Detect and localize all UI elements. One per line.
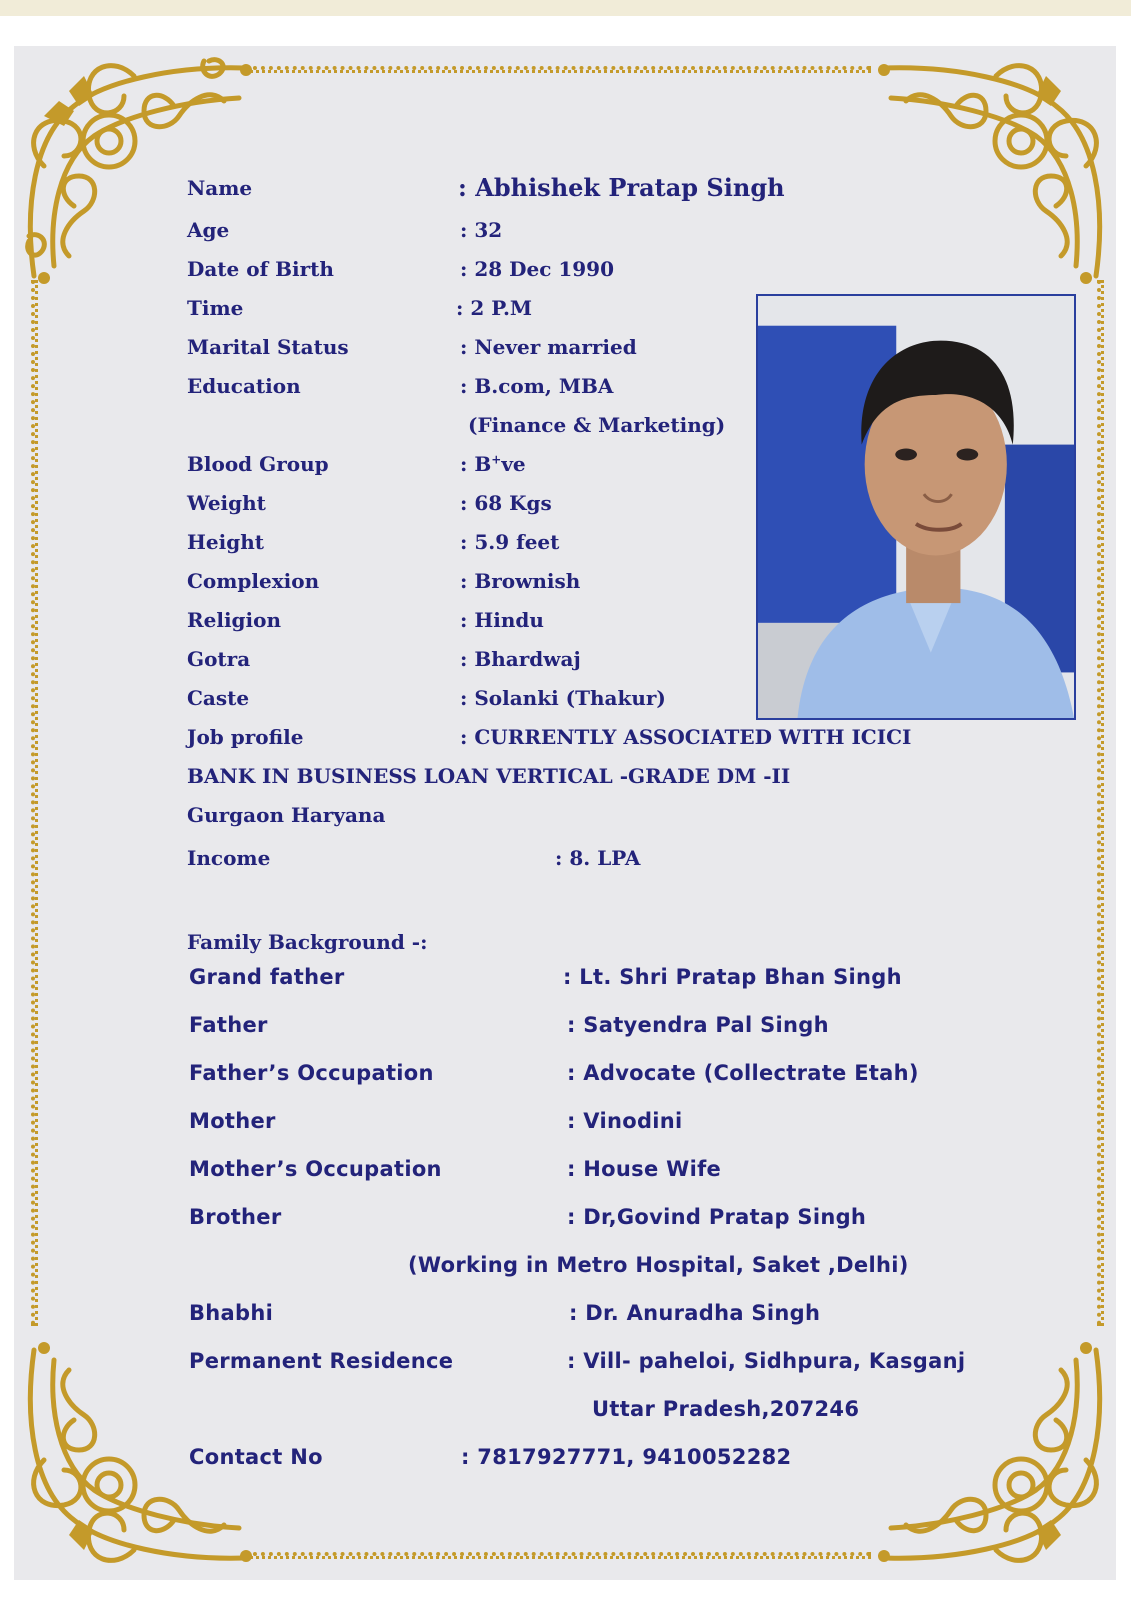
- fathers-occupation-value: : Advocate (Collectrate Etah): [567, 1061, 919, 1085]
- job-profile-label: Job profile: [187, 725, 304, 749]
- complexion-label: Complexion: [187, 569, 320, 593]
- height-label: Height: [187, 530, 264, 554]
- frame-bottom-border: [245, 1552, 871, 1559]
- brother-label: Brother: [189, 1205, 282, 1229]
- job-profile-line-3: Gurgaon Haryana: [187, 803, 386, 827]
- permanent-residence-value: : Vill- paheloi, Sidhpura, Kasganj: [567, 1349, 966, 1373]
- profile-photo: [756, 294, 1076, 720]
- age-value: : 32: [460, 218, 503, 242]
- height-value: : 5.9 feet: [460, 530, 560, 554]
- contact-value: : 7817927771, 9410052282: [461, 1445, 792, 1469]
- ornament-corner-icon: [876, 46, 1116, 286]
- father-value: : Satyendra Pal Singh: [567, 1013, 829, 1037]
- time-value: : 2 P.M: [456, 296, 533, 320]
- weight-value: : 68 Kgs: [460, 491, 552, 515]
- marital-status-label: Marital Status: [187, 335, 349, 359]
- dob-value: : 28 Dec 1990: [460, 257, 615, 281]
- brother-value-continued: (Working in Metro Hospital, Saket ,Delhi): [408, 1253, 909, 1277]
- mother-label: Mother: [189, 1109, 276, 1133]
- mother-value: : Vinodini: [567, 1109, 683, 1133]
- income-label: Income: [187, 846, 271, 870]
- top-band: [0, 0, 1131, 16]
- frame-left-border: [31, 280, 38, 1326]
- caste-label: Caste: [187, 686, 250, 710]
- name-value: : Abhishek Pratap Singh: [458, 173, 785, 202]
- blood-group-value: [460, 452, 526, 476]
- religion-label: Religion: [187, 608, 282, 632]
- religion-value: : Hindu: [460, 608, 544, 632]
- ornament-corner-icon: [14, 46, 254, 286]
- blood-group-suffix: ve: [501, 452, 526, 476]
- job-profile-value: : CURRENTLY ASSOCIATED WITH ICICI: [460, 725, 912, 749]
- fathers-occupation-label: Father’s Occupation: [189, 1061, 434, 1085]
- gotra-label: Gotra: [187, 647, 251, 671]
- grand-father-value: : Lt. Shri Pratap Bhan Singh: [563, 965, 902, 989]
- permanent-residence-label: Permanent Residence: [189, 1349, 454, 1373]
- permanent-residence-value-continued: Uttar Pradesh,207246: [592, 1397, 860, 1421]
- blood-group-letter: : B: [460, 452, 492, 476]
- bhabhi-value: : Dr. Anuradha Singh: [569, 1301, 821, 1325]
- bhabhi-label: Bhabhi: [189, 1301, 274, 1325]
- blood-group-label: Blood Group: [187, 452, 329, 476]
- brother-value: : Dr,Govind Pratap Singh: [567, 1205, 867, 1229]
- frame-top-border: [245, 66, 871, 73]
- job-profile-line-2: BANK IN BUSINESS LOAN VERTICAL -GRADE DM -II: [187, 764, 791, 788]
- education-value-continued: (Finance & Marketing): [468, 413, 726, 437]
- frame-right-border: [1097, 280, 1104, 1326]
- ornament-corner-icon: [876, 1340, 1116, 1580]
- time-label: Time: [187, 296, 244, 320]
- dob-label: Date of Birth: [187, 257, 334, 281]
- marital-status-value: : Never married: [460, 335, 637, 359]
- gotra-value: : Bhardwaj: [460, 647, 581, 671]
- contact-label: Contact No: [189, 1445, 323, 1469]
- income-value: : 8. LPA: [555, 846, 641, 870]
- name-label: Name: [187, 176, 253, 200]
- education-label: Education: [187, 374, 301, 398]
- complexion-value: : Brownish: [460, 569, 581, 593]
- caste-value: : Solanki (Thakur): [460, 686, 666, 710]
- blood-group-sign: +: [491, 452, 502, 467]
- weight-label: Weight: [187, 491, 266, 515]
- grand-father-label: Grand father: [189, 965, 345, 989]
- father-label: Father: [189, 1013, 268, 1037]
- education-value: : B.com, MBA: [460, 374, 614, 398]
- family-background-heading: Family Background -:: [187, 930, 428, 954]
- mothers-occupation-value: : House Wife: [567, 1157, 722, 1181]
- mothers-occupation-label: Mother’s Occupation: [189, 1157, 442, 1181]
- age-label: Age: [187, 218, 230, 242]
